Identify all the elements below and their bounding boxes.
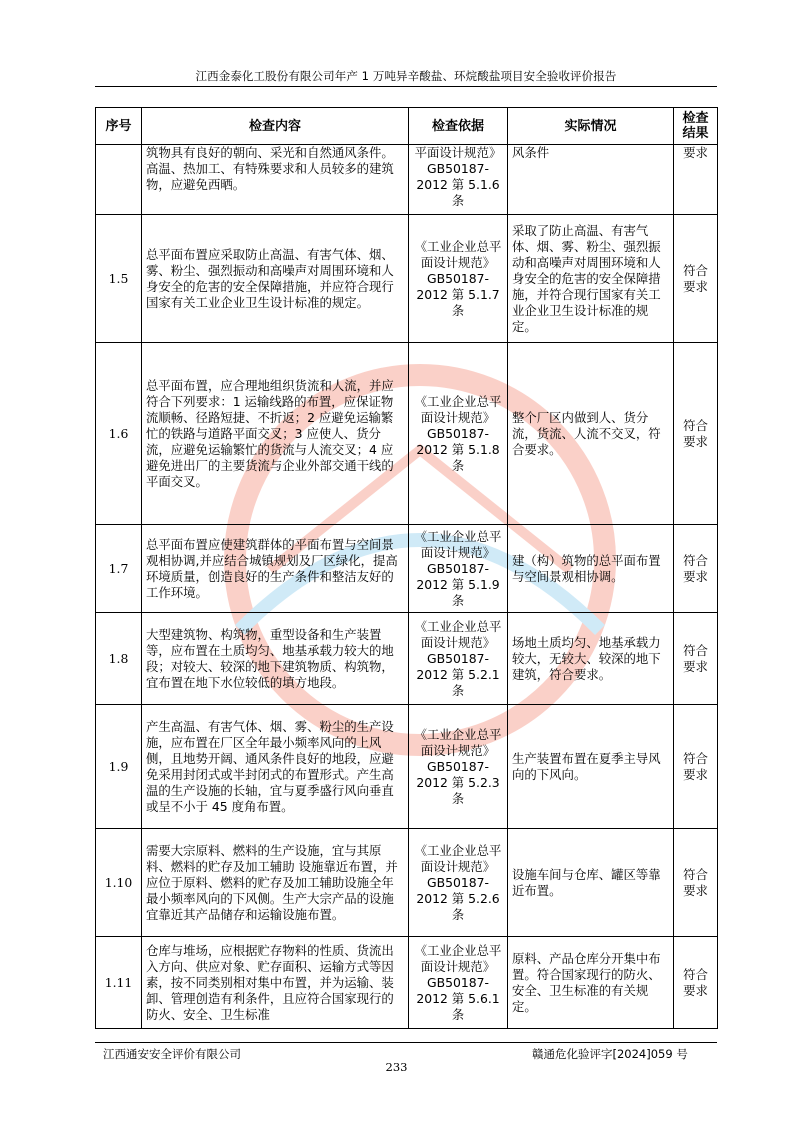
row-no: 1.5 xyxy=(96,215,142,343)
row-result: 要求 xyxy=(674,145,718,215)
table-header-row xyxy=(96,108,718,145)
row-basis: 《工业企业总平面设计规范》GB50187-2012 第 5.6.1 条 xyxy=(409,937,508,1029)
table-row xyxy=(96,525,718,613)
row-basis: 《工业企业总平面设计规范》GB50187-2012 第 5.1.9 条 xyxy=(409,525,508,613)
row-content: 总平面布置应采取防止高温、有害气体、烟、雾、粉尘、强烈振动和高噪声对周围环境和人身安全的危害的安全保障措施，并应符合现行国家有关工业企业卫生设计标准的规定。 xyxy=(142,215,409,343)
table-row xyxy=(96,343,718,525)
row-actual: 建（构）筑物的总平面布置与空间景观相协调。 xyxy=(508,525,674,613)
row-actual: 生产装置布置在夏季主导风向的下风向。 xyxy=(508,705,674,829)
row-actual: 场地土质均匀、地基承载力较大，无较大、较深的地下建筑，符合要求。 xyxy=(508,613,674,705)
row-basis: 《工业企业总平面设计规范》GB50187-2012 第 5.2.3 条 xyxy=(409,705,508,829)
row-result: 符合要求 xyxy=(674,829,718,937)
row-actual: 风条件 xyxy=(508,145,674,215)
row-basis: 《工业企业总平面设计规范》GB50187-2012 第 5.1.8 条 xyxy=(409,343,508,525)
footer-report-number: 赣通危化验评字[2024]059 号 xyxy=(532,1047,688,1061)
row-no: 1.7 xyxy=(96,525,142,613)
row-result: 符合要求 xyxy=(674,525,718,613)
header-result: 检查结果 xyxy=(674,108,718,145)
row-basis: 平面设计规范》GB50187-2012 第 5.1.6 条 xyxy=(409,145,508,215)
row-result: 符合要求 xyxy=(674,937,718,1029)
row-content: 需要大宗原料、燃料的生产设施，宜与其原料、燃料的贮存及加工辅助 设施靠近布置，并应位于原料、燃料的贮存及加工辅助设施全年最小频率风向的下风侧。生产大宗产品的设施宜靠近其产品储存和运输设施布置。 xyxy=(142,829,409,937)
row-result: 符合要求 xyxy=(674,705,718,829)
header-content: 检查内容 xyxy=(142,108,409,145)
row-basis: 《工业企业总平面设计规范》GB50187-2012 第 5.1.7 条 xyxy=(409,215,508,343)
table-row xyxy=(96,829,718,937)
row-result: 符合要求 xyxy=(674,215,718,343)
row-content: 筑物具有良好的朝向、采光和自然通风条件。高温、热加工、有特殊要求和人员较多的建筑物，应避免西晒。 xyxy=(142,145,409,215)
inspection-table xyxy=(95,107,718,1029)
header-actual: 实际情况 xyxy=(508,108,674,145)
row-content: 仓库与堆场，应根据贮存物料的性质、货流出入方向、供应对象、贮存面积、运输方式等因素，按不同类别相对集中布置，并为运输、装卸、管理创造有利条件，且应符合国家现行的防火、安全、卫生标准 xyxy=(142,937,409,1029)
header-basis: 检查依据 xyxy=(409,108,508,145)
table-row xyxy=(96,215,718,343)
row-no: 1.8 xyxy=(96,613,142,705)
row-basis: 《工业企业总平面设计规范》GB50187-2012 第 5.2.1 条 xyxy=(409,613,508,705)
row-result: 符合要求 xyxy=(674,343,718,525)
table-row xyxy=(96,613,718,705)
table-row xyxy=(96,937,718,1029)
header-rule xyxy=(95,86,717,87)
row-no: 1.9 xyxy=(96,705,142,829)
row-actual: 设施车间与仓库、罐区等靠近布置。 xyxy=(508,829,674,937)
row-content: 总平面布置，应合理地组织货流和人流，并应符合下列要求：1 运输线路的布置，应保证物流顺畅、径路短捷、不折返；2 应避免运输繁忙的铁路与道路平面交叉；3 应使人、货分流，应避免运输繁忙的货流与人流交叉；4 应避免进出厂的主要货流与企业外部交通干线的平面交叉。 xyxy=(142,343,409,525)
page-header: 江西金泰化工股份有限公司年产 1 万吨异辛酸盐、环烷酸盐项目安全验收评价报告 xyxy=(195,69,617,83)
row-result: 符合要求 xyxy=(674,613,718,705)
row-actual: 采取了防止高温、有害气体、烟、雾、粉尘、强烈振动和高噪声对周围环境和人身安全的危害的安全保障措施，并符合现行国家有关工业企业卫生设计标准的规定。 xyxy=(508,215,674,343)
row-actual: 整个厂区内做到人、货分流，货流、人流不交叉，符合要求。 xyxy=(508,343,674,525)
table-row xyxy=(96,705,718,829)
footer-rule xyxy=(95,1042,717,1043)
header-no: 序号 xyxy=(96,108,142,145)
footer-company: 江西通安安全评价有限公司 xyxy=(103,1047,241,1061)
row-no: 1.6 xyxy=(96,343,142,525)
row-content: 产生高温、有害气体、烟、雾、粉尘的生产设施，应布置在厂区全年最小频率风向的上风侧，且地势开阔、通风条件良好的地段，应避免采用封闭式或半封闭式的布置形式。产生高温的生产设施的长轴，宜与夏季盛行风向垂直或呈不小于 45 度角布置。 xyxy=(142,705,409,829)
row-basis: 《工业企业总平面设计规范》GB50187-2012 第 5.2.6 条 xyxy=(409,829,508,937)
row-no: 1.10 xyxy=(96,829,142,937)
row-actual: 原料、产品仓库分开集中布置。符合国家现行的防火、安全、卫生标准的有关规定。 xyxy=(508,937,674,1029)
row-no xyxy=(96,145,142,215)
row-content: 大型建筑物、构筑物，重型设备和生产装置等，应布置在土质均匀、地基承载力较大的地段；对较大、较深的地下建筑物质、构筑物，宜布置在地下水位较低的填方地段。 xyxy=(142,613,409,705)
row-content: 总平面布置应使建筑群体的平面布置与空间景观相协调,并应结合城镇规划及厂区绿化，提高环境质量，创造良好的生产条件和整洁友好的工作环境。 xyxy=(142,525,409,613)
row-no: 1.11 xyxy=(96,937,142,1029)
table-row xyxy=(96,145,718,215)
page-number: 233 xyxy=(385,1060,408,1074)
